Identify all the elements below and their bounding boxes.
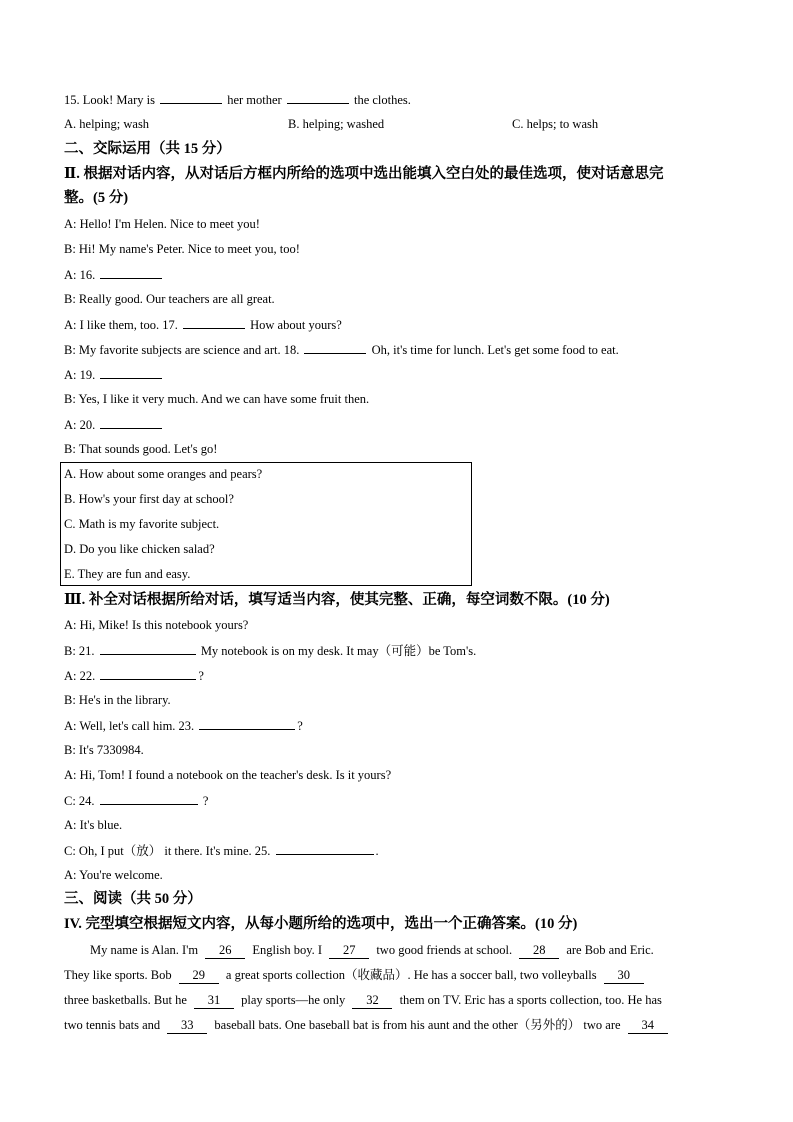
dialogue-line: B: Hi! My name's Peter. Nice to meet you, too! <box>64 242 300 256</box>
box-option-c: C. Math is my favorite subject. <box>64 517 220 531</box>
dialogue3-line: B: It's 7330984. <box>64 743 144 757</box>
dialogue-line: A: I like them, too. 17. How about yours? <box>64 318 342 332</box>
part-ii-title-cont: 整。(5 分) <box>64 190 129 206</box>
question-15: 15. Look! Mary is her mother the clothes. <box>64 93 411 107</box>
dialogue-line: B: My favorite subjects are science and art. 18. Oh, it's time for lunch. Let's get some food to eat. <box>64 343 619 357</box>
answer-blank[interactable] <box>287 91 349 104</box>
cloze-blank[interactable]: 28 <box>519 943 559 959</box>
passage-line: three basketballs. But he 31 play sports—he only 32 them on TV. Eric has a sports collection, too. He has <box>64 993 662 1007</box>
answer-blank[interactable] <box>100 642 196 655</box>
option-a: A. helping; wash <box>64 117 150 131</box>
dialogue3-line: B: 21. My notebook is on my desk. It may（可能）be Tom's. <box>64 644 477 658</box>
part-iii-title: Ⅲ. 补全对话根据所给对话，填写适当内容，使其完整、正确，每空词数不限。(10 分) <box>64 592 610 608</box>
box-option-b: B. How's your first day at school? <box>64 492 234 506</box>
dialogue-line: B: Really good. Our teachers are all great. <box>64 292 275 306</box>
passage-line: They like sports. Bob 29 a great sports collection（收藏品）. He has a soccer ball, two volleyballs 30 <box>64 967 732 984</box>
dialogue3-line: A: Hi, Tom! I found a notebook on the teacher's desk. Is it yours? <box>64 768 392 782</box>
dialogue3-line: A: 22. ? <box>64 669 204 683</box>
answer-blank[interactable] <box>100 266 162 279</box>
dialogue3-line: A: It's blue. <box>64 818 123 832</box>
cloze-blank[interactable]: 32 <box>352 993 392 1009</box>
box-option-a: A. How about some oranges and pears? <box>64 467 263 481</box>
answer-blank[interactable] <box>276 842 374 855</box>
part-iv-title: IV. 完型填空根据短文内容，从每小题所给的选项中，选出一个正确答案。(10 分) <box>64 916 578 932</box>
cloze-blank[interactable]: 33 <box>167 1018 207 1034</box>
passage-line: My name is Alan. I'm 26 English boy. I 27 two good friends at school. 28 are Bob and Eric. <box>90 943 654 957</box>
answer-blank[interactable] <box>304 341 366 354</box>
box-option-e: E. They are fun and easy. <box>64 567 191 581</box>
cloze-blank[interactable]: 31 <box>194 993 234 1009</box>
option-c: C. helps; to wash <box>512 117 599 131</box>
dialogue3-line: A: Hi, Mike! Is this notebook yours? <box>64 618 249 632</box>
cloze-blank[interactable]: 26 <box>205 943 245 959</box>
answer-blank[interactable] <box>160 91 222 104</box>
dialogue3-line: A: Well, let's call him. 23. ? <box>64 719 303 733</box>
answer-blank[interactable] <box>100 366 162 379</box>
cloze-blank[interactable]: 27 <box>329 943 369 959</box>
answer-blank[interactable] <box>100 667 196 680</box>
section-2-title: 二、交际运用（共 15 分） <box>64 141 231 157</box>
cloze-blank[interactable]: 30 <box>604 968 644 984</box>
part-ii-title: Ⅱ. 根据对话内容，从对话后方框内所给的选项中选出能填入空白处的最佳选项，使对话意思完 <box>64 166 664 182</box>
dialogue-line: A: Hello! I'm Helen. Nice to meet you! <box>64 217 260 231</box>
dialogue-line: B: Yes, I like it very much. And we can have some fruit then. <box>64 392 370 406</box>
answer-blank[interactable] <box>183 316 245 329</box>
cloze-blank[interactable]: 34 <box>628 1018 668 1034</box>
passage-line: two tennis bats and 33 baseball bats. One baseball bat is from his aunt and the other（另外的） two are 34 <box>64 1017 732 1034</box>
cloze-blank[interactable]: 29 <box>179 968 219 984</box>
section-3-title: 三、阅读（共 50 分） <box>64 891 202 907</box>
dialogue-line: A: 20. <box>64 416 164 433</box>
dialogue3-line: C: Oh, I put（放） it there. It's mine. 25. . <box>64 844 379 858</box>
answer-blank[interactable] <box>199 717 295 730</box>
dialogue-line: A: 16. <box>64 266 164 283</box>
dialogue-line: A: 19. <box>64 366 164 383</box>
option-b: B. helping; washed <box>288 117 385 131</box>
dialogue3-line: B: He's in the library. <box>64 693 171 707</box>
answer-blank[interactable] <box>100 416 162 429</box>
box-option-d: D. Do you like chicken salad? <box>64 542 215 556</box>
dialogue-line: B: That sounds good. Let's go! <box>64 442 218 456</box>
answer-blank[interactable] <box>100 792 198 805</box>
dialogue3-line: C: 24. ? <box>64 794 209 808</box>
dialogue3-line: A: You're welcome. <box>64 868 163 882</box>
